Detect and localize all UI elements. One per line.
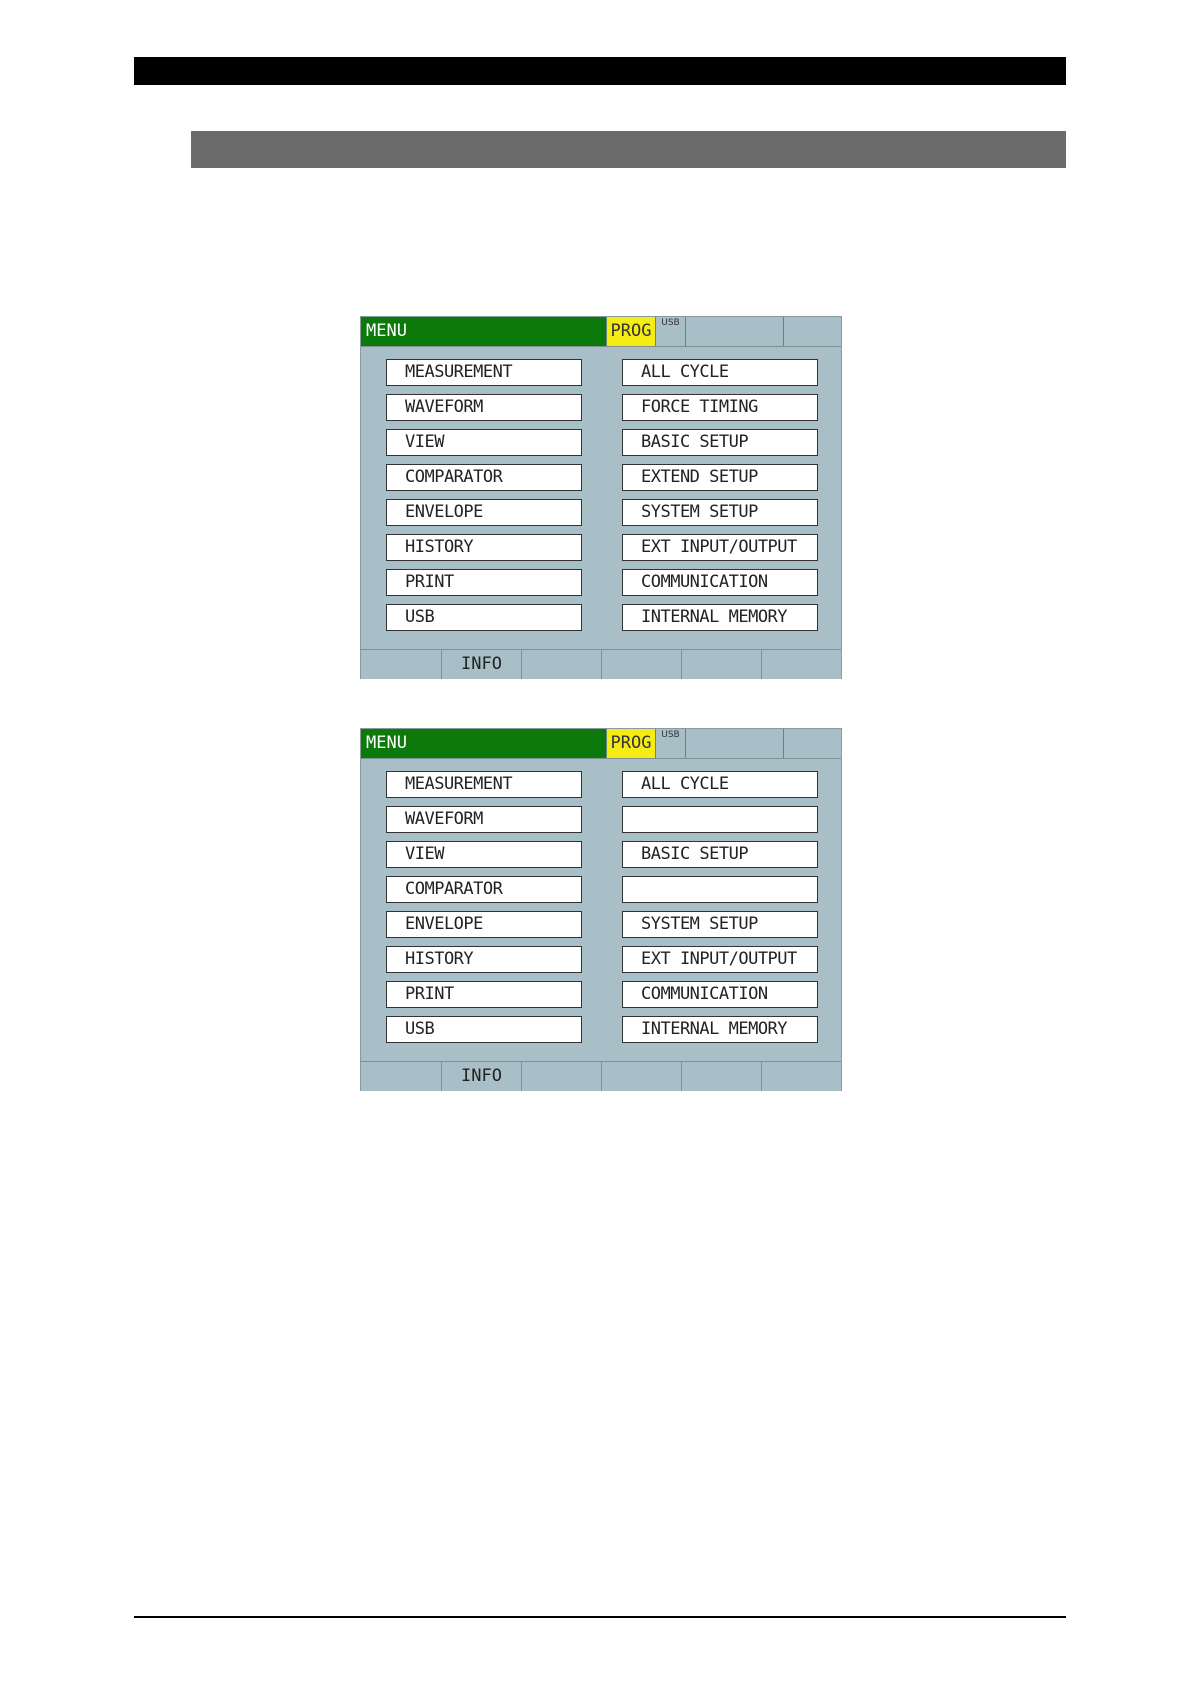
page-footer-rule	[134, 1616, 1066, 1618]
menu-button-print[interactable]: PRINT	[386, 981, 582, 1008]
menu-button-measurement[interactable]: MEASUREMENT	[386, 771, 582, 798]
menu-button-ext-input-output[interactable]: EXT INPUT/OUTPUT	[622, 946, 818, 973]
menu-button-empty[interactable]	[622, 876, 818, 903]
menu-button-waveform[interactable]: WAVEFORM	[386, 394, 582, 421]
menu-button-system-setup[interactable]: SYSTEM SETUP	[622, 911, 818, 938]
menu-button-measurement[interactable]: MEASUREMENT	[386, 359, 582, 386]
menu-button-force-timing[interactable]: FORCE TIMING	[622, 394, 818, 421]
function-key-bar	[361, 649, 841, 679]
usb-indicator: USB	[655, 729, 685, 758]
screen-title: MENU	[361, 317, 606, 346]
page-header-bar	[134, 57, 1066, 85]
function-key-info[interactable]: INFO	[441, 650, 521, 679]
prog-mode-indicator: PROG	[606, 729, 655, 758]
menu-button-empty[interactable]	[622, 806, 818, 833]
header-status-slot	[685, 729, 783, 758]
function-key-5[interactable]	[681, 1062, 761, 1091]
menu-button-internal-memory[interactable]: INTERNAL MEMORY	[622, 604, 818, 631]
screen-header	[361, 317, 841, 346]
menu-button-all-cycle[interactable]: ALL CYCLE	[622, 359, 818, 386]
menu-button-all-cycle[interactable]: ALL CYCLE	[622, 771, 818, 798]
function-key-6[interactable]	[761, 650, 841, 679]
menu-button-waveform[interactable]: WAVEFORM	[386, 806, 582, 833]
header-status-slot	[783, 729, 841, 758]
menu-button-basic-setup[interactable]: BASIC SETUP	[622, 841, 818, 868]
menu-button-comparator[interactable]: COMPARATOR	[386, 876, 582, 903]
menu-button-usb[interactable]: USB	[386, 1016, 582, 1043]
menu-button-internal-memory[interactable]: INTERNAL MEMORY	[622, 1016, 818, 1043]
menu-button-envelope[interactable]: ENVELOPE	[386, 911, 582, 938]
menu-button-system-setup[interactable]: SYSTEM SETUP	[622, 499, 818, 526]
header-status-slot	[685, 317, 783, 346]
usb-indicator: USB	[655, 317, 685, 346]
menu-button-usb[interactable]: USB	[386, 604, 582, 631]
function-key-6[interactable]	[761, 1062, 841, 1091]
section-heading-bar	[191, 131, 1066, 168]
menu-button-view[interactable]: VIEW	[386, 841, 582, 868]
function-key-3[interactable]	[521, 1062, 601, 1091]
function-key-info[interactable]: INFO	[441, 1062, 521, 1091]
menu-button-extend-setup[interactable]: EXTEND SETUP	[622, 464, 818, 491]
function-key-3[interactable]	[521, 650, 601, 679]
menu-button-history[interactable]: HISTORY	[386, 946, 582, 973]
menu-button-history[interactable]: HISTORY	[386, 534, 582, 561]
menu-button-communication[interactable]: COMMUNICATION	[622, 981, 818, 1008]
menu-button-envelope[interactable]: ENVELOPE	[386, 499, 582, 526]
menu-button-ext-input-output[interactable]: EXT INPUT/OUTPUT	[622, 534, 818, 561]
prog-mode-indicator: PROG	[606, 317, 655, 346]
menu-button-communication[interactable]: COMMUNICATION	[622, 569, 818, 596]
function-key-1[interactable]	[361, 1062, 441, 1091]
screen-header	[361, 729, 841, 758]
screen-title: MENU	[361, 729, 606, 758]
function-key-bar	[361, 1061, 841, 1091]
function-key-1[interactable]	[361, 650, 441, 679]
menu-screen-1	[360, 316, 842, 679]
header-divider	[361, 346, 841, 347]
menu-screen-2	[360, 728, 842, 1091]
menu-button-print[interactable]: PRINT	[386, 569, 582, 596]
function-key-4[interactable]	[601, 1062, 681, 1091]
menu-button-comparator[interactable]: COMPARATOR	[386, 464, 582, 491]
function-key-4[interactable]	[601, 650, 681, 679]
header-divider	[361, 758, 841, 759]
menu-button-basic-setup[interactable]: BASIC SETUP	[622, 429, 818, 456]
function-key-5[interactable]	[681, 650, 761, 679]
header-status-slot	[783, 317, 841, 346]
menu-button-view[interactable]: VIEW	[386, 429, 582, 456]
